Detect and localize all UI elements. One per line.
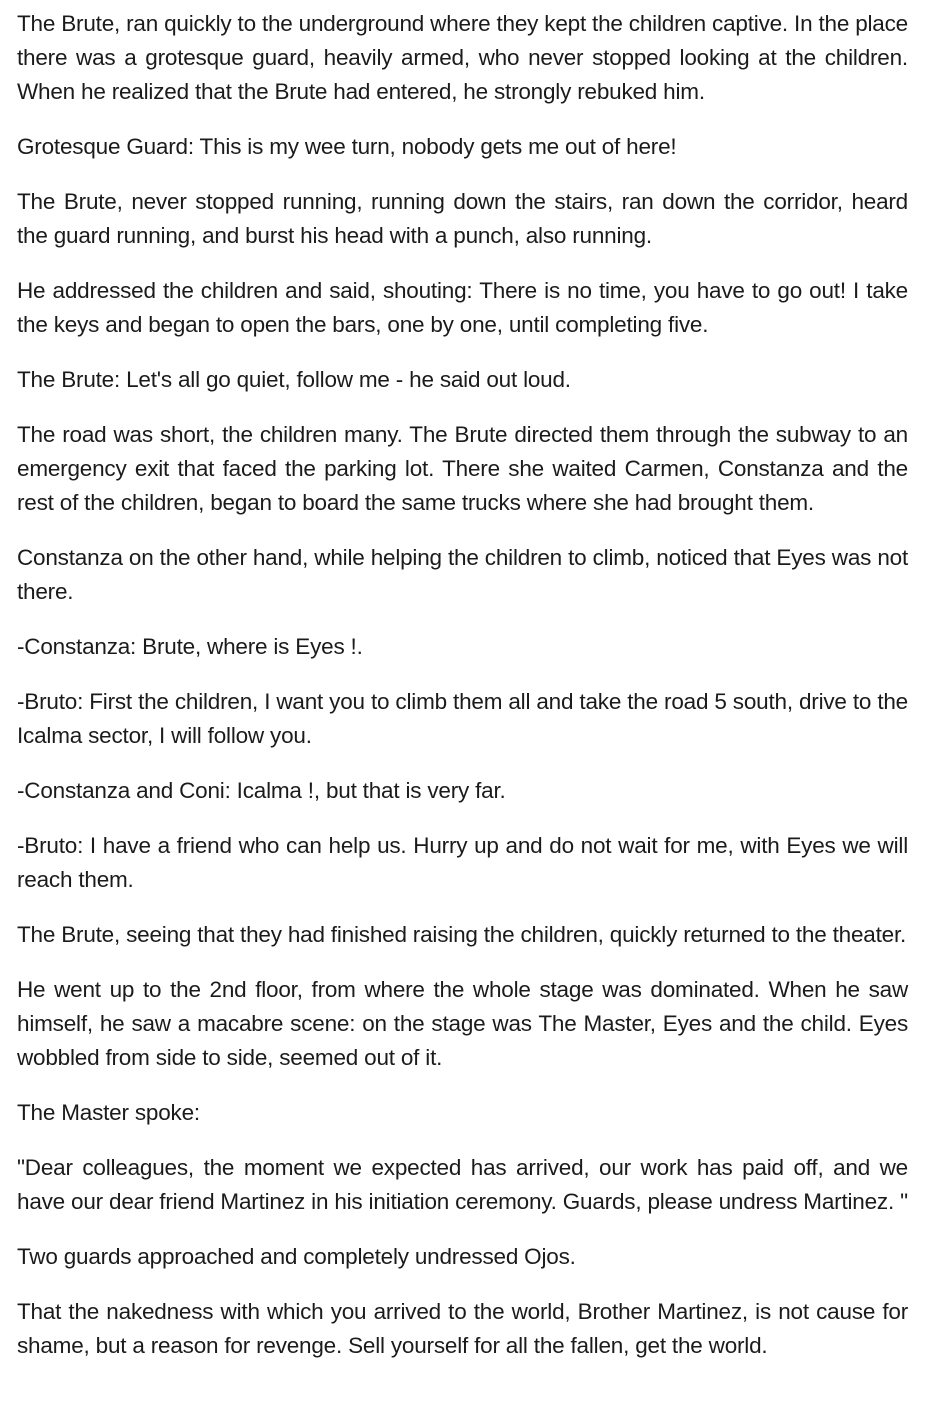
- paragraph: Constanza on the other hand, while helping the children to climb, noticed that Eyes was not there.: [17, 545, 908, 604]
- paragraph: -Bruto: First the children, I want you to climb them all and take the road 5 south, drive to the Icalma sector, I will follow you.: [17, 689, 908, 748]
- paragraph: The Brute, ran quickly to the underground where they kept the children captive. In the place there was a grotesque guard, heavily armed, who never stopped looking at the children. When he realized that the Brute had entered, he strongly rebuked him.: [17, 11, 908, 104]
- paragraph: The Brute, never stopped running, running down the stairs, ran down the corridor, heard the guard running, and burst his head with a punch, also running.: [17, 189, 908, 248]
- paragraph: Grotesque Guard: This is my wee turn, nobody gets me out of here!: [17, 134, 677, 159]
- paragraph: Two guards approached and completely undressed Ojos.: [17, 1244, 576, 1269]
- paragraph: The Master spoke:: [17, 1100, 200, 1125]
- paragraph: The Brute: Let's all go quiet, follow me - he said out loud.: [17, 367, 571, 392]
- paragraph: The road was short, the children many. The Brute directed them through the subway to an emergency exit that faced the parking lot. There she waited Carmen, Constanza and the rest of the children, began to board the same trucks where she had brought them.: [17, 422, 908, 515]
- paragraph: That the nakedness with which you arrived to the world, Brother Martinez, is not cause for shame, but a reason for revenge. Sell yourself for all the fallen, get the world.: [17, 1299, 908, 1358]
- paragraph: He addressed the children and said, shouting: There is no time, you have to go out! I take the keys and began to open the bars, one by one, until completing five.: [17, 278, 908, 337]
- paragraph: The Brute, seeing that they had finished raising the children, quickly returned to the theater.: [17, 922, 907, 947]
- paragraph: -Constanza: Brute, where is Eyes !.: [17, 634, 363, 659]
- paragraph: -Bruto: I have a friend who can help us. Hurry up and do not wait for me, with Eyes we will reach them.: [17, 833, 908, 892]
- paragraph: "Dear colleagues, the moment we expected has arrived, our work has paid off, and we have our dear friend Martinez in his initiation ceremony. Guards, please undress Martinez. ": [17, 1155, 908, 1214]
- paragraph: -Constanza and Coni: Icalma !, but that is very far.: [17, 778, 506, 803]
- paragraph: He went up to the 2nd floor, from where the whole stage was dominated. When he saw himself, he saw a macabre scene: on the stage was The Master, Eyes and the child. Eyes wobbled from side to side, seemed out of it.: [17, 977, 908, 1070]
